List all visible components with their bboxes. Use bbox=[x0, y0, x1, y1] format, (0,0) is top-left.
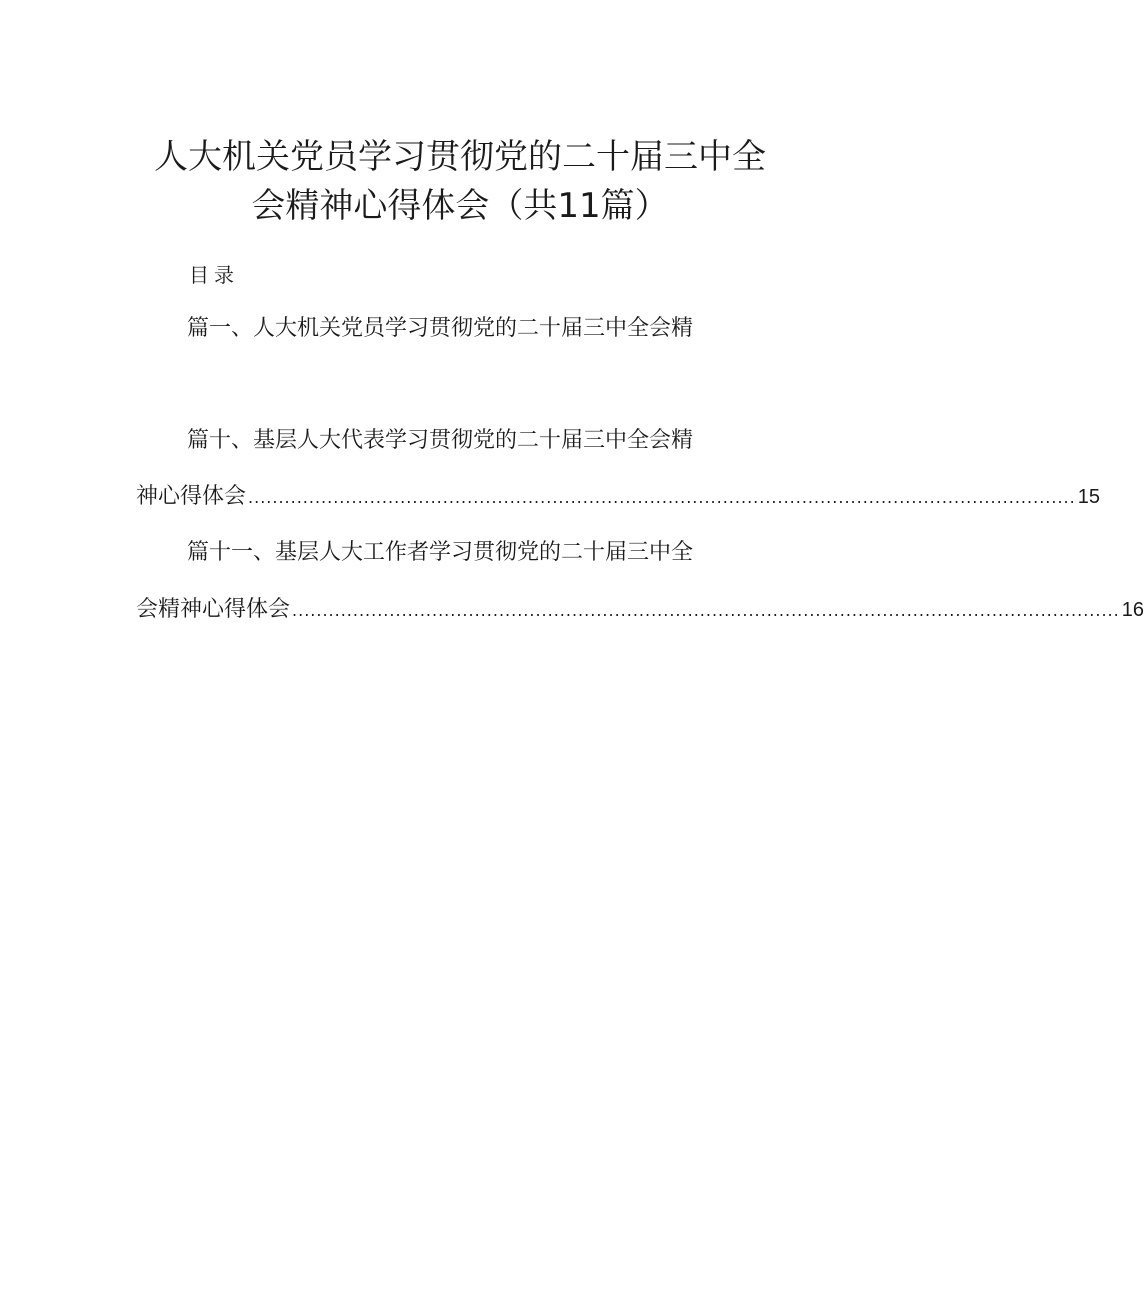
toc-entry-10-text-cont: 神心得体会 bbox=[136, 484, 247, 509]
toc-entry-1[interactable] bbox=[187, 314, 693, 344]
document-title-line-1: 人大机关党员学习贯彻党的二十届三中全 bbox=[154, 137, 766, 177]
toc-dot-leader: ........................................................................................................................................ bbox=[292, 601, 1120, 620]
toc-entry-10[interactable] bbox=[187, 426, 693, 456]
toc-entry-10-continuation[interactable] bbox=[136, 482, 1100, 513]
toc-entry-10-page: 15 bbox=[1077, 486, 1100, 508]
toc-entry-11[interactable] bbox=[187, 538, 693, 568]
toc-entry-11-text: 篇十一、基层人大工作者学习贯彻党的二十届三中全 bbox=[187, 540, 694, 565]
toc-dot-leader: ........................................................................................................................................ bbox=[248, 488, 1076, 507]
toc-entry-11-page: 16 bbox=[1121, 599, 1144, 621]
toc-entry-10-text: 篇十、基层人大代表学习贯彻党的二十届三中全会精 bbox=[187, 428, 694, 453]
toc-entry-1-text: 篇一、人大机关党员学习贯彻党的二十届三中全会精 bbox=[187, 316, 694, 341]
toc-entry-11-continuation[interactable] bbox=[136, 595, 1144, 626]
toc-entry-11-text-cont: 会精神心得体会 bbox=[136, 597, 291, 622]
toc-heading: 目录 bbox=[189, 263, 239, 287]
document-title-line-2: 会精神心得体会（共11篇） bbox=[251, 186, 669, 226]
